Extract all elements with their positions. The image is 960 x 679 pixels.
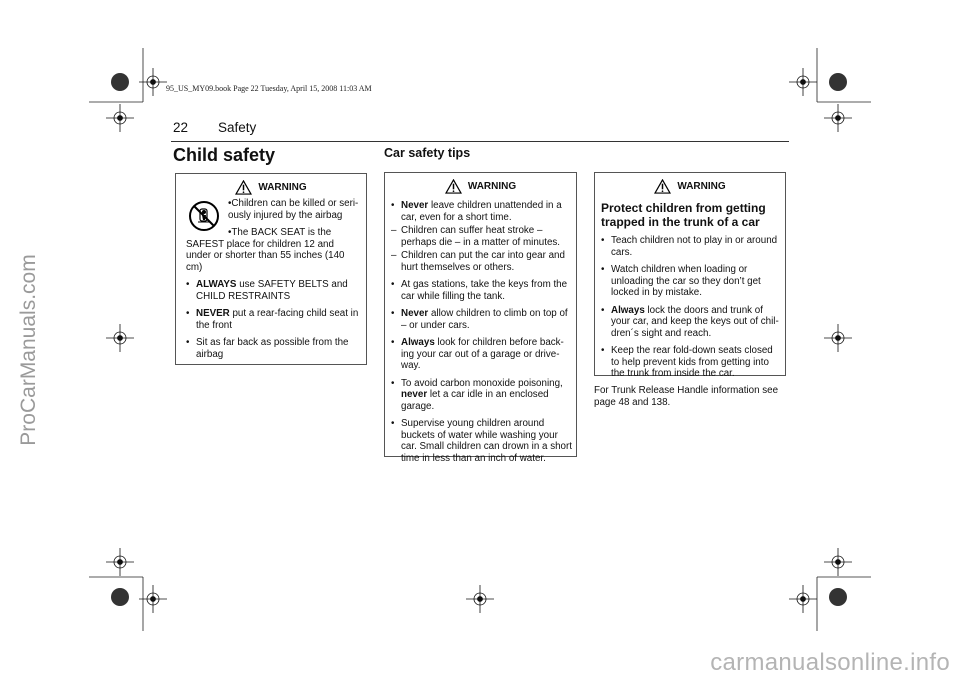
list-item: • NEVER put a rear-facing child seat in the front [186,308,360,331]
warning-triangle-icon [654,179,671,194]
list-item: • Keep the rear fold-down seats closed to help prevent kids from getting into the trunk from inside the car. [601,345,781,380]
crosshair-mark [789,585,817,613]
crosshair-mark [824,324,852,352]
trunk-release-reference: For Trunk Release Handle information see page 48 and 138. [594,385,779,408]
header-rule [171,141,789,142]
airbag-danger-text: •Children can be killed or seri-ously injured by the airbag [228,198,359,221]
list-item: • Watch children when loading or unloading the car so they don’t get locked in by mistake. [601,264,781,299]
list-item-dash: – Children can suffer heat stroke – perhaps die – in a matter of minutes. [391,225,572,248]
page-number: 22 [173,120,189,135]
warning-heading [176,178,366,198]
crosshair-mark [824,548,852,576]
crosshair-mark [106,324,134,352]
list-item: • Sit as far back as possible from the airbag [186,337,360,360]
trunk-warning-box [594,172,786,379]
trunk-list [601,235,781,380]
warning-heading [595,177,785,197]
child-safety-warning-box [175,173,367,365]
list-item: • Never allow children to climb on top of – or under cars. [391,308,572,331]
list-item: • Always look for children before back-ing your car out of a garage or drive-way. [391,337,572,372]
tips-list [391,200,572,464]
crosshair-mark [466,585,494,613]
list-item: • At gas stations, take the keys from the car while filling the tank. [391,279,572,302]
tips-box-body [385,200,576,464]
list-item: • To avoid carbon monoxide poisoning, never let a car idle in an enclosed garage. [391,378,572,413]
list-item-dash: – Children can put the car into gear and hurt themselves or others. [391,250,572,273]
car-safety-tips-title: Car safety tips [384,146,471,160]
bottom-watermark: carmanualsonline.info [710,649,950,676]
back-seat-safest-text: •The BACK SEAT is the SAFEST place for children 12 and under or shorter than 55 inches (140 cm) [186,227,345,273]
warning-triangle-icon [445,179,462,194]
crosshair-mark [106,548,134,576]
warning-triangle-icon [235,180,252,195]
warning-label: WARNING [258,182,307,193]
list-item: • Teach children not to play in or around cars. [601,235,781,258]
warning-label: WARNING [467,181,517,192]
page-title: Child safety [173,145,276,165]
warning-heading [385,177,576,197]
crosshair-mark [106,104,134,132]
child-box-body [176,198,366,360]
list-item: • Always lock the doors and trunk of your car, and keep the keys out of chil-dren´s sight and reach. [601,305,781,340]
crosshair-mark [789,68,817,96]
warning-label: WARNING [677,181,726,192]
crosshair-mark [824,104,852,132]
child-safety-list [186,279,360,360]
list-item: • Never leave children unattended in a car, even for a short time. [391,200,572,223]
book-info-line: 95_US_MY09.book Page 22 Tuesday, April 15, 2008 11:03 AM [166,84,372,93]
car-safety-tips-warning-box [384,172,577,464]
trunk-box-body [595,235,785,380]
side-watermark-text: ProCarManuals.com [17,254,40,446]
trunk-warning-title: Protect children from getting trapped in the trunk of a car [601,201,766,229]
section-name: Safety [218,120,257,135]
no-child-in-front-seat-icon [188,200,220,232]
list-item: • ALWAYS use SAFETY BELTS and CHILD RESTRAINTS [186,279,360,302]
list-item: • Supervise young children around buckets of water while washing your car. Small children can drown in a short time in less than an inch of water. [391,418,572,464]
